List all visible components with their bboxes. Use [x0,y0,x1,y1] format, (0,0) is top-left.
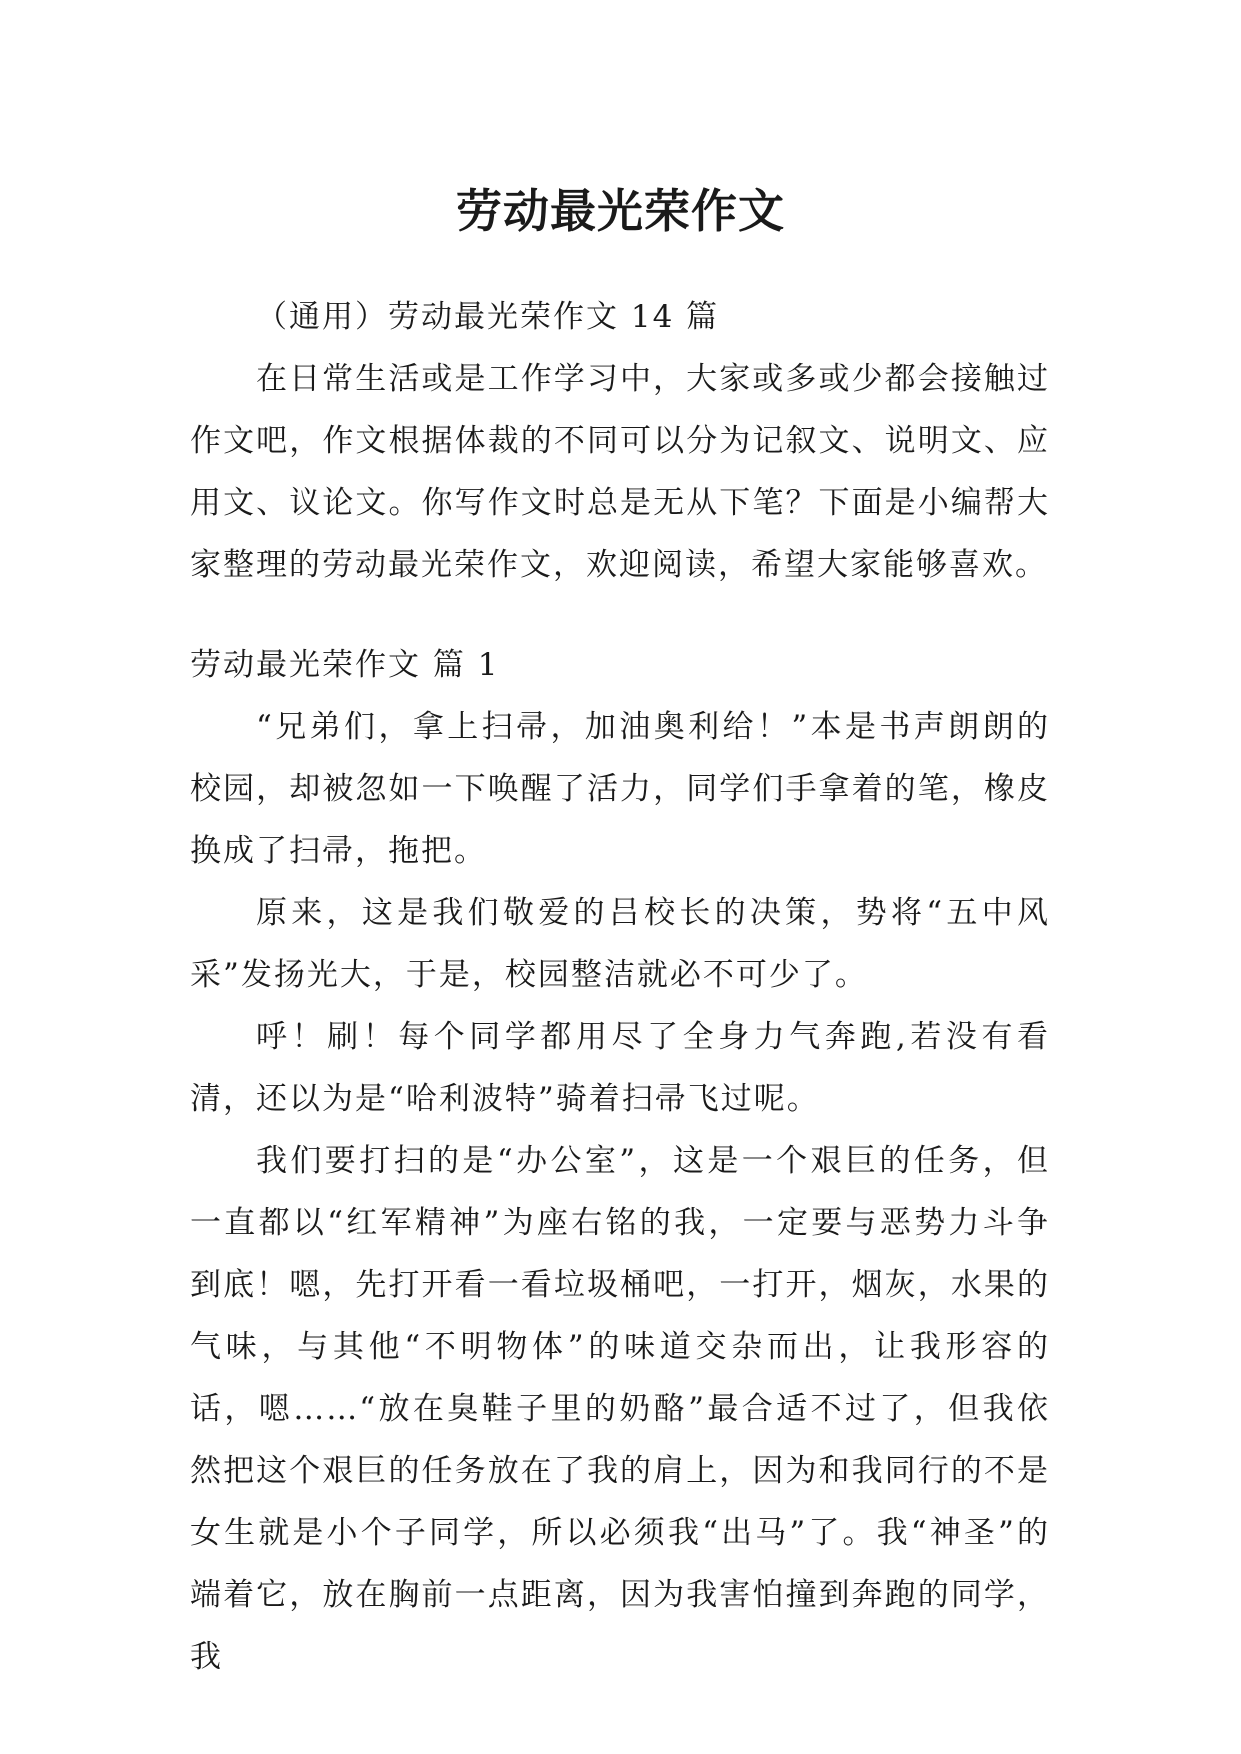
section-heading: 劳动最光荣作文 篇 1 [190,647,500,683]
intro-block [190,286,1050,596]
intro-paragraph: 在日常生活或是工作学习中，大家或多或少都会接触过作文吧，作文根据体裁的不同可以分为记叙文、说明文、应用文、议论文。你写作文时总是无从下笔？下面是小编帮大家整理的劳动最光荣作文，欢迎阅读，希望大家能够喜欢。 [190,361,1050,583]
intro-subtitle: （通用）劳动最光荣作文 14 篇 [256,299,720,335]
document-title: 劳动最光荣作文 [456,183,785,238]
essay-block [190,634,1050,1688]
essay-paragraph: 呼！刷！每个同学都用尽了全身力气奔跑,若没有看清，还以为是“哈利波特”骑着扫帚飞过呢。 [190,1019,1050,1117]
essay-paragraph: “兄弟们，拿上扫帚，加油奥利给！”本是书声朗朗的校园，却被忽如一下唤醒了活力，同学们手拿着的笔，橡皮换成了扫帚，拖把。 [190,709,1050,869]
essay-paragraph: 原来，这是我们敬爱的吕校长的决策，势将“五中风采”发扬光大，于是，校园整洁就必不可少了。 [190,895,1050,993]
essay-paragraph: 我们要打扫的是“办公室”，这是一个艰巨的任务，但一直都以“红军精神”为座右铭的我，一定要与恶势力斗争到底！嗯，先打开看一看垃圾桶吧，一打开，烟灰，水果的气味，与其他“不明物体”的味道交杂而出，让我形容的话，嗯……“放在臭鞋子里的奶酪”最合适不过了，但我依然把这个艰巨的任务放在了我的肩上，因为和我同行的不是女生就是小个子同学，所以必须我“出马”了。我“神圣”的端着它，放在胸前一点距离，因为我害怕撞到奔跑的同学，我 [190,1143,1050,1675]
